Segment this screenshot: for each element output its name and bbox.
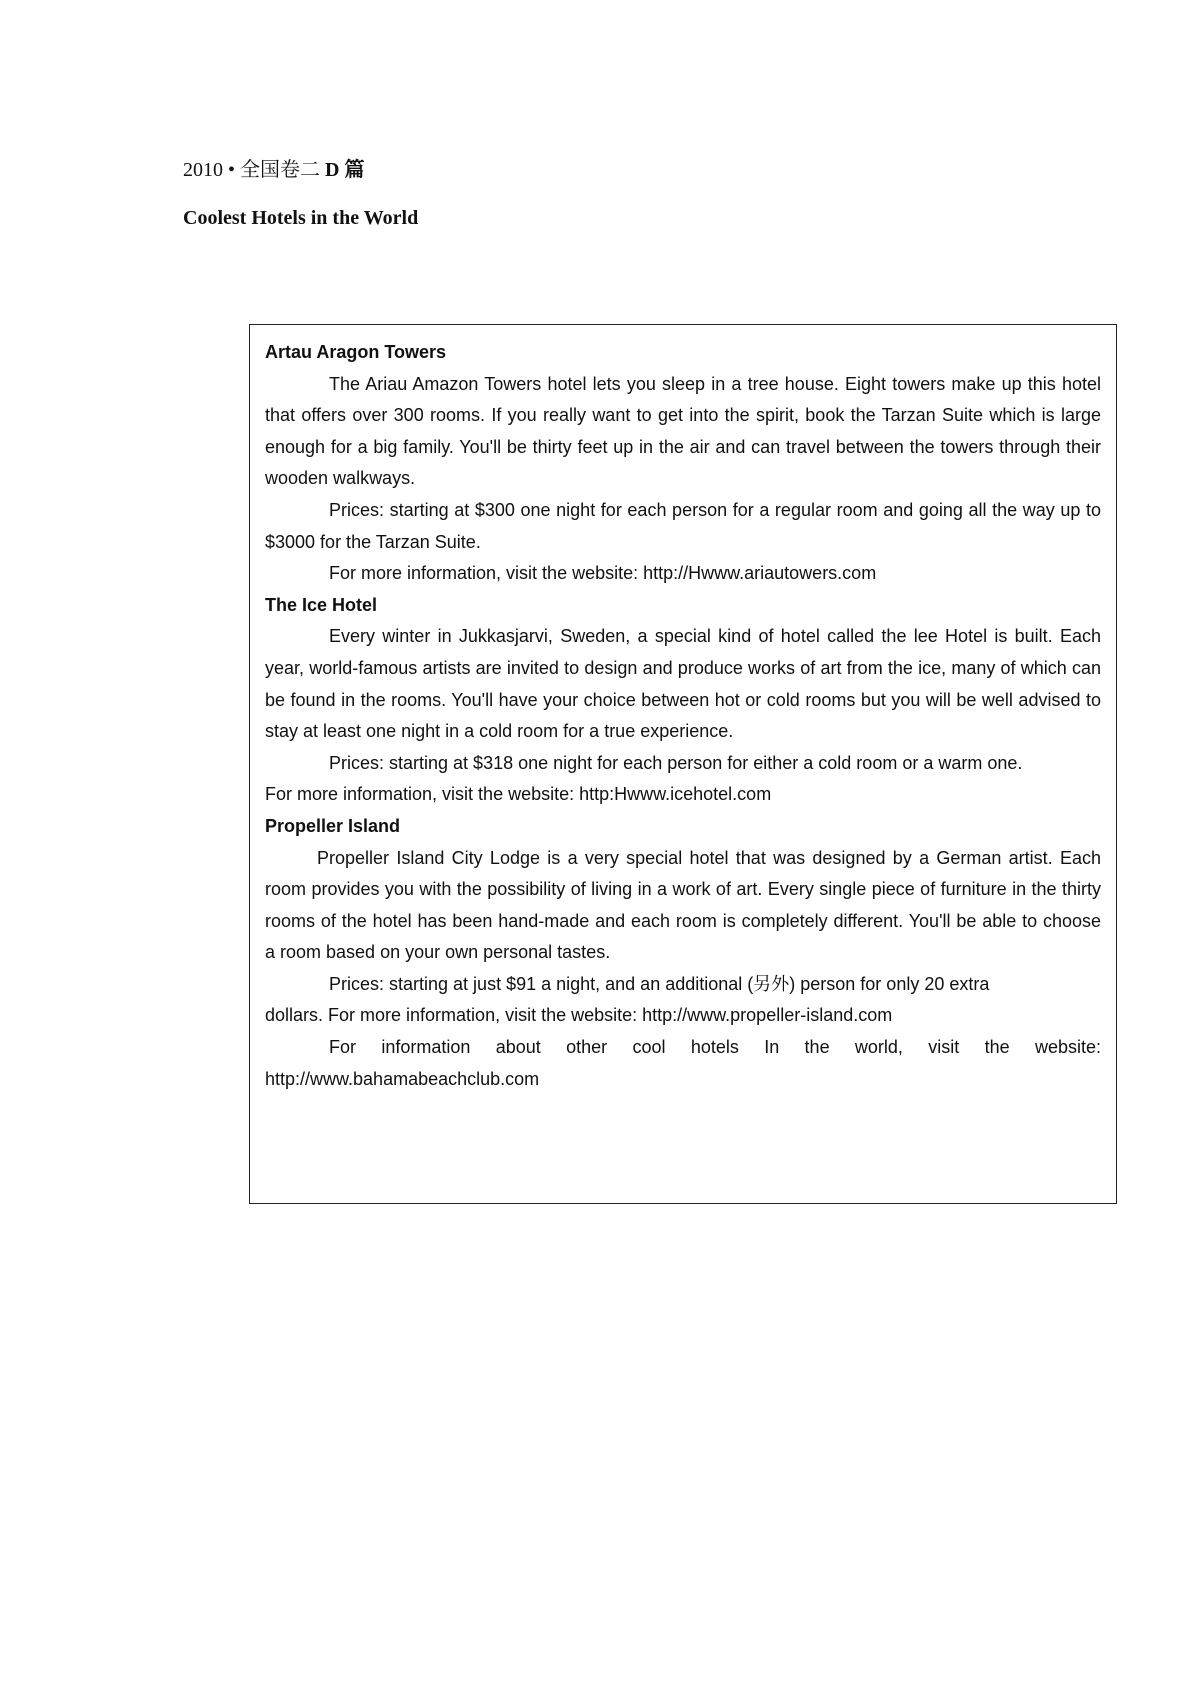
section-paragraph-prices: Prices: starting at $318 one night for each person for either a cold room or a warm one. xyxy=(329,752,1023,773)
section-paragraph-prices: Prices: starting at $300 one night for each person for a regular room and going all the way up to $3000 for the Tarzan Suite. xyxy=(265,499,1101,552)
passage-box xyxy=(249,324,1117,1204)
document-title: Coolest Hotels in the World xyxy=(183,207,419,229)
section-paragraph: Every winter in Jukkasjarvi, Sweden, a special kind of hotel called the lee Hotel is built. Each year, world-famous artists are invited to design and produce works of art from the ice, many of which can be found in the rooms. You'll have your choice between hot or cold rooms but you will be well advised to stay at least one night in a cold room for a true experience. xyxy=(265,626,1101,742)
section-heading-ariau: Artau Aragon Towers xyxy=(265,342,447,362)
bullet-separator: • xyxy=(228,159,236,181)
exam-name: 全国卷二 xyxy=(240,159,321,181)
section-paragraph-website: For more information, visit the website: http:Hwww.icehotel.com xyxy=(265,784,772,805)
section-heading-ice-hotel: The Ice Hotel xyxy=(265,594,378,615)
section-paragraph-website: dollars. For more information, visit the website: http://www.propeller-island.com xyxy=(265,1005,893,1026)
prices-text-end: ) person for only 20 extra xyxy=(789,973,990,994)
section-paragraph: The Ariau Amazon Towers hotel lets you sleep in a tree house. Eight towers make up this hotel that offers over 300 rooms. If you really want to get into the spirit, book the Tarzan Suite which is large enough for a big family. You'll be thirty feet up in the air and can travel between the towers through their wooden walkways. xyxy=(265,373,1101,489)
exam-year: 2010 xyxy=(183,159,223,181)
exam-source-line xyxy=(183,157,364,183)
footer-note: For information about other cool hotels In the world, visit the website: http://www.bahamabeachclub.com xyxy=(265,1037,1101,1089)
section-heading-propeller-island: Propeller Island xyxy=(265,815,401,836)
section-paragraph-prices xyxy=(265,969,1101,1001)
chinese-gloss: 另外 xyxy=(753,973,790,995)
section-paragraph: Propeller Island City Lodge is a very special hotel that was designed by a German artist. Each room provides you with the possibility of living in a work of art. Every single piece of furniture in the thirty rooms of the hotel has been hand-made and each room is completely different. You'll be able to choose a room based on your own personal tastes. xyxy=(265,847,1101,963)
section-paragraph-website: For more information, visit the website: http://Hwww.ariautowers.com xyxy=(329,563,877,584)
prices-text-start: Prices: starting at just $91 a night, and an additional ( xyxy=(329,973,754,994)
passage-label: D 篇 xyxy=(325,159,365,181)
